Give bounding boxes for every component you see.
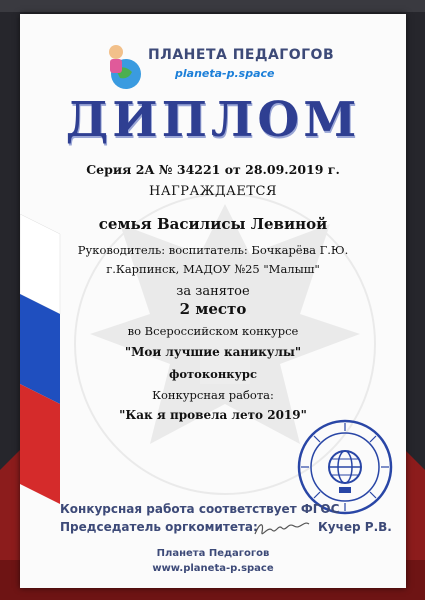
contest-intro: во Всероссийском конкурсе [127,324,299,338]
supervisor-line: Руководитель: воспитатель: Бочкарёва Г.Ю. [77,243,349,257]
work-title: "Как я провела лето 2019" [119,408,307,422]
contest-name: "Мои лучшие каникулы" [124,345,302,359]
contest-category: фотоконкурс [169,367,257,381]
teacher-globe-icon [102,42,144,92]
diploma-sheet [20,14,406,588]
for-place-label: за занятое [176,284,250,299]
brand-site: planeta-p.space [175,67,275,80]
chair-label: Председатель оргкомитета: [60,520,258,534]
chair-name: Кучер Р.В. [318,520,392,534]
work-label: Конкурсная работа: [152,388,274,402]
chair-signature [252,514,312,544]
recipient-name: семья Василисы Левиной [98,215,328,233]
brand-name: ПЛАНЕТА ПЕДАГОГОВ [148,47,335,63]
awarded-heading: НАГРАЖДАЕТСЯ [148,184,277,199]
location-line: г.Карпинск, МАДОУ №25 "Малыш" [106,262,320,276]
diploma-title: ДИПЛОМ [65,92,361,148]
org-site-link: www.planeta-p.space [152,563,274,574]
fgos-compliance-note: Конкурсная работа соответствует ФГОС [60,502,340,516]
place-awarded: 2 место [179,300,247,318]
series-number: Серия 2А № 34221 от 28.09.2019 г. [86,162,340,177]
org-name: Планета Педагогов [156,548,270,559]
